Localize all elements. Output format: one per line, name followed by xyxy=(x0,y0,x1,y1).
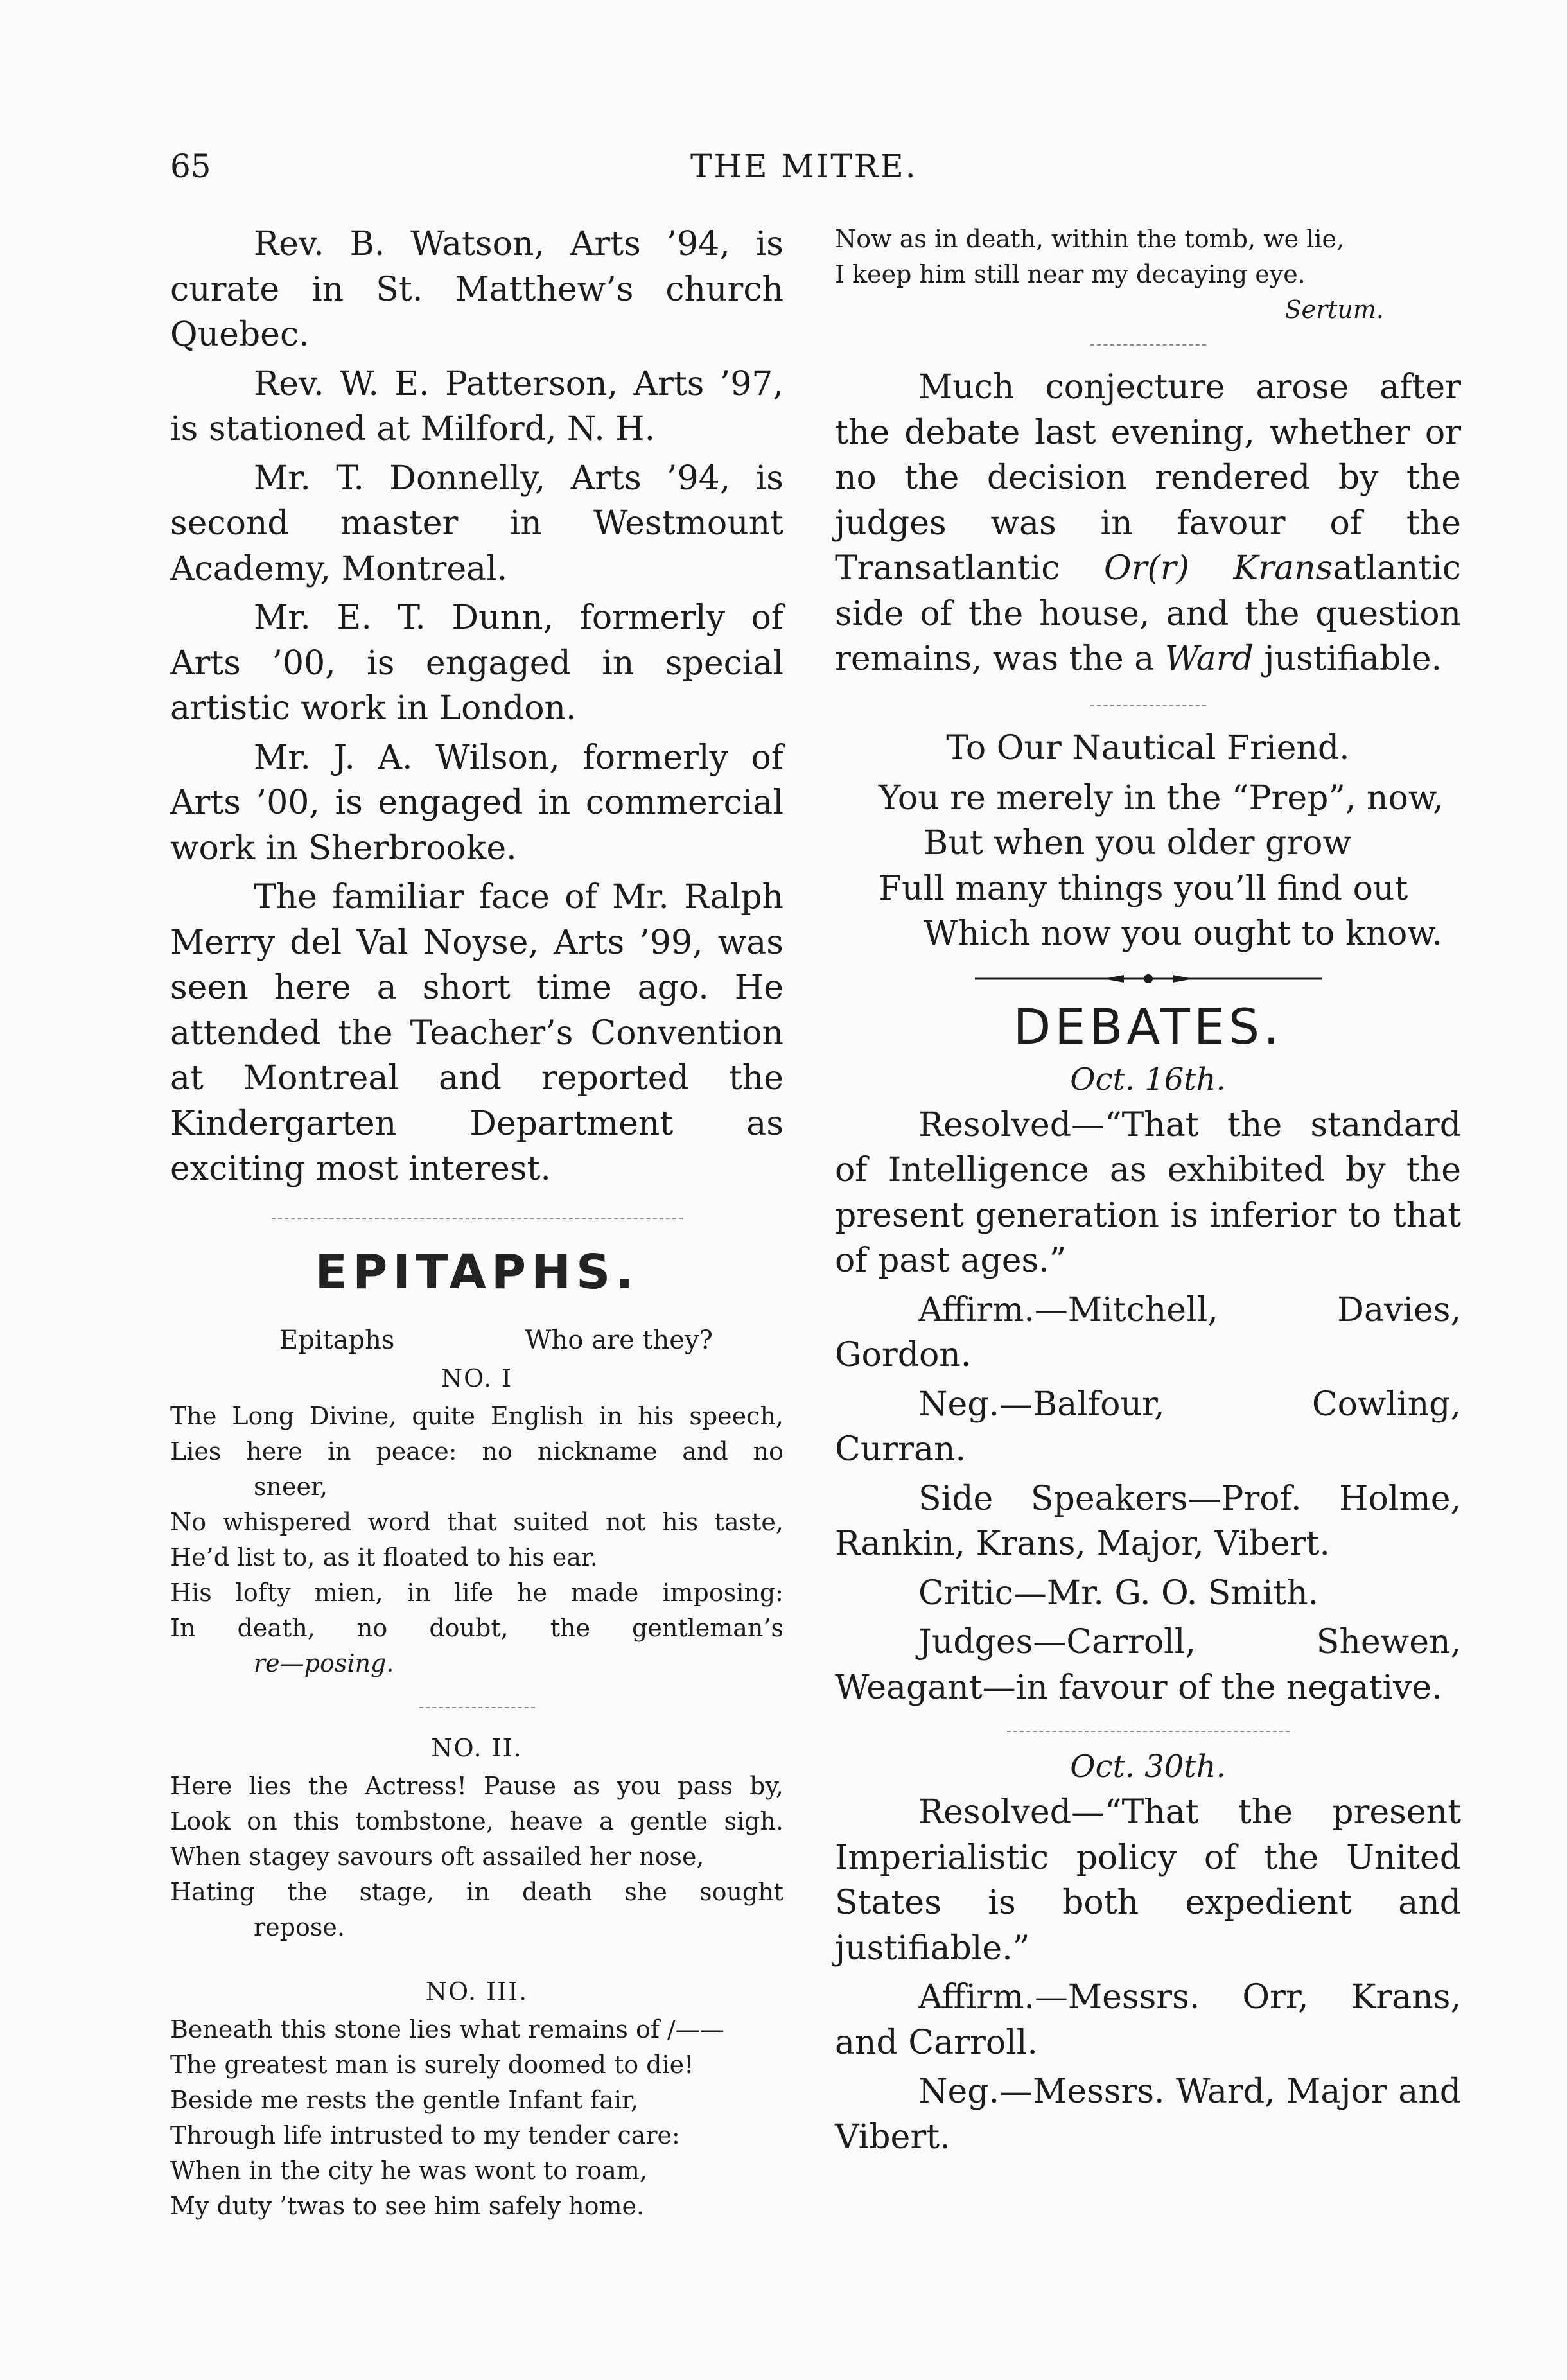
debate-neg-2: Neg.—Messrs. Ward, Major and Vibert. xyxy=(835,2072,1461,2157)
verse-line: In death, no doubt, the gentleman’s xyxy=(170,1613,784,1642)
verse-line: Beneath this stone lies what remains of /—— xyxy=(170,2015,724,2043)
verse-line: His lofty mien, in life he made imposing: xyxy=(170,1578,784,1607)
section-divider xyxy=(1090,705,1206,706)
debate-affirm-2: Affirm.—Messrs. Orr, Krans, and Carroll. xyxy=(835,1978,1461,2062)
debate-resolved-2: Resolved—“That the present Imperialistic policy of the United States is both expedient and justifiable.” xyxy=(835,1793,1461,1968)
verse-line: Beside me rests the gentle Infant fair, xyxy=(170,2085,639,2114)
verse-line: When stagey savours oft assailed her nose, xyxy=(170,1842,705,1871)
epitaphs-heading: EPITAPHS. xyxy=(315,1244,639,1300)
news-item-donnelly: Mr. T. Donnelly, Arts ’94, is second master in Westmount Academy, Montreal. xyxy=(170,459,784,588)
debate-judges: Judges—Carroll, Shewen, Weagant—in favour of the negative. xyxy=(835,1623,1461,1707)
epitaphs-label: Epitaphs xyxy=(279,1325,395,1355)
page-number: 65 xyxy=(170,148,211,185)
verse-line: I keep him still near my decaying eye. xyxy=(835,260,1306,288)
news-item-noyse: The familiar face of Mr. Ralph Merry del Val Noyse, Arts ’99, was seen here a short time ago. He attended the Teacher’s Convention at Montreal and reported the Kindergarten Department as exciting most interest. xyxy=(170,878,784,1188)
epitaphs-column-header xyxy=(170,1326,784,1355)
debate-critic: Critic—Mr. G. O. Smith. xyxy=(918,1573,1319,1613)
ornament-divider xyxy=(975,971,1322,986)
epitaph-number-1: NO. I xyxy=(441,1363,513,1392)
debate-date-1: Oct. 16th. xyxy=(1070,1061,1226,1098)
poem-line: You re merely in the “Prep”, now, xyxy=(879,778,1444,818)
debates-heading: DEBATES. xyxy=(1013,997,1283,1055)
poem-line: But when you older grow xyxy=(924,824,1351,862)
verse-line: When in the city he was wont to roam, xyxy=(170,2156,647,2185)
left-column xyxy=(170,222,784,2224)
section-divider xyxy=(1090,344,1206,346)
verse-line: Through life intrusted to my tender care: xyxy=(170,2121,680,2149)
verse-line: Here lies the Actress! Pause as you pass by, xyxy=(170,1771,784,1800)
verse-divider xyxy=(419,1707,535,1708)
epitaph-number-2: NO. II. xyxy=(431,1733,523,1762)
epitaph-verse-1 xyxy=(170,1399,784,1681)
who-are-they-label: Who are they? xyxy=(525,1325,713,1355)
verse-line: The Long Divine, quite English in his speech, xyxy=(170,1401,784,1430)
verse-line: No whispered word that suited not his taste, xyxy=(170,1507,784,1536)
verse-line: Now as in death, within the tomb, we lie, xyxy=(835,225,1345,253)
section-divider xyxy=(1007,1731,1290,1732)
debate-neg-1: Neg.—Balfour, Cowling, Curran. xyxy=(835,1385,1461,1469)
epitaph-verse-3 xyxy=(170,2012,784,2224)
verse-line: The greatest man is surely doomed to die! xyxy=(170,2050,694,2079)
nautical-title: To Our Nautical Friend. xyxy=(946,728,1350,767)
epitaph-number-3: NO. III. xyxy=(425,1977,529,2006)
signature: Sertum. xyxy=(1284,295,1384,324)
poem-line: Which now you ought to know. xyxy=(924,914,1443,953)
poem-line: Full many things you’ll find out xyxy=(879,869,1408,908)
debate-date-2: Oct. 30th. xyxy=(1070,1749,1226,1785)
verse-line: sneer, xyxy=(254,1472,328,1501)
debate-resolved-1: Resolved—“That the standard of Intelligence as exhibited by the present generation is inferior to that of past ages.” xyxy=(835,1105,1461,1280)
verse-line: repose. xyxy=(254,1912,345,1941)
verse-line: He’d list to, as it floated to his ear. xyxy=(170,1543,599,1571)
epitaph-verse-3-end xyxy=(835,222,1461,292)
debate-side-speakers: Side Speakers—Prof. Holme, Rankin, Krans, Major, Vibert. xyxy=(835,1479,1461,1563)
news-item-watson: Rev. B. Watson, Arts ’94, is curate in St. Matthew’s church Quebec. xyxy=(170,225,784,354)
right-column xyxy=(835,222,1461,2160)
epitaph-verse-2 xyxy=(170,1769,784,1945)
verse-line: Lies here in peace: no nickname and no xyxy=(170,1437,784,1466)
news-item-wilson: Mr. J. A. Wilson, formerly of Arts ’00, is engaged in commercial work in Sherbrooke. xyxy=(170,738,784,868)
news-item-patterson: Rev. W. E. Patterson, Arts ’97, is stationed at Milford, N. H. xyxy=(170,364,784,448)
running-title: THE MITRE. xyxy=(690,148,918,185)
section-divider xyxy=(272,1218,683,1219)
nautical-poem xyxy=(835,776,1461,957)
verse-line: Hating the stage, in death she sought xyxy=(170,1877,784,1906)
verse-line: My duty ’twas to see him safely home. xyxy=(170,2191,645,2220)
conjecture-paragraph: Much conjecture arose after the debate last evening, whether or no the decision rendered by the judges was in favour of the Transatlantic Or(r) Kransatlantic side of the house, and the question remains, was the a Ward justifiable. xyxy=(835,368,1461,678)
debate-affirm-1: Affirm.—Mitchell, Davies, Gordon. xyxy=(835,1290,1461,1374)
verse-line: Look on this tombstone, heave a gentle sigh. xyxy=(170,1807,784,1835)
news-item-dunn: Mr. E. T. Dunn, formerly of Arts ’00, is engaged in special artistic work in London. xyxy=(170,599,784,728)
verse-line: re—posing. xyxy=(254,1649,394,1677)
